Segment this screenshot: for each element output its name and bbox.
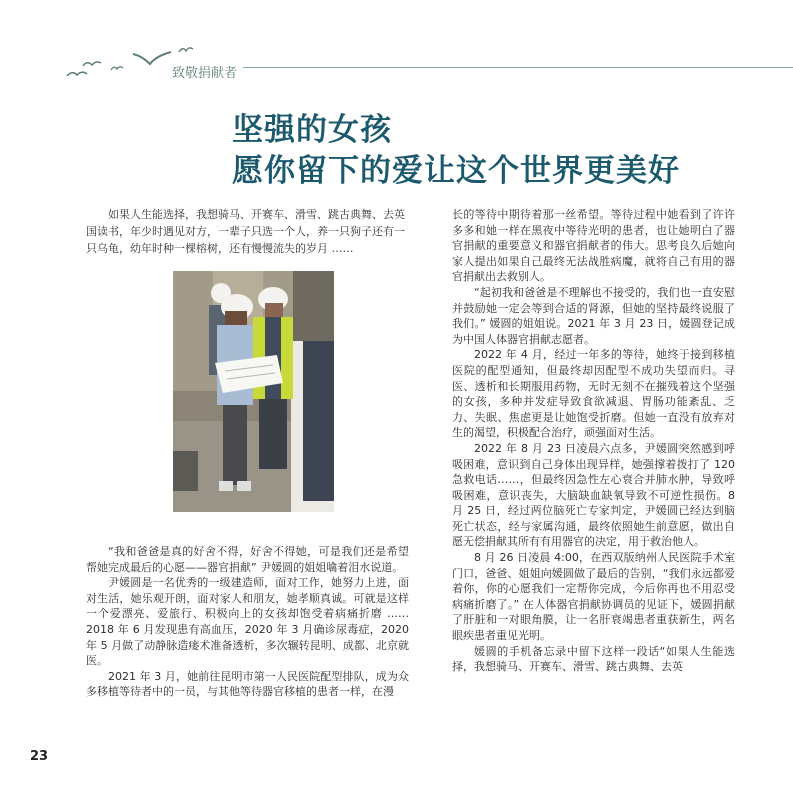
paragraph: 8 月 26 日凌晨 4:00，在西双版纳州人民医院手术室门口，爸爸、姐姐向媛圆做了最后的告别，“我们永远都爱着你，你的心愿我们一定帮你完成，今后你再也不用忍受病痛折磨了。” 在人体器官捐献协调员的见证下，媛圆捐献了肝脏和一对眼角膜，让一名肝衰竭患者重获新生，两名眼疾患者重见光明。: [452, 551, 735, 643]
paragraph: 媛圆的手机备忘录中留下这样一段话“如果人生能选择，我想骑马、开赛车、滑雪、跳古典舞、去英: [452, 644, 735, 674]
right-column-text: [452, 207, 735, 675]
article-title-line2: 愿你留下的爱让这个世界更美好: [232, 153, 680, 189]
seagull-icon: [110, 64, 124, 72]
seagull-icon: [66, 68, 88, 78]
seagull-icon: [132, 50, 172, 68]
paragraph: 尹媛圆是一名优秀的一级建造师，面对工作，她努力上进，面对生活，她乐观开朗，面对家人和朋友，她孝顺真诚。可就是这样一个爱漂亮、爱旅行、积极向上的女孩却饱受着病痛折磨 ……2018 年 6 月发现患有高血压，2020 年 3 月确诊尿毒症，2020 年 5 月做了动静脉造瘘术准备透析，多次辗转昆明、成都、北京就医。: [86, 576, 409, 668]
paragraph: “我和爸爸是真的好舍不得，好舍不得她，可是我们还是希望帮她完成最后的心愿——器官捐献” 尹媛圆的姐姐噙着泪水说道。: [86, 545, 409, 574]
section-label: 致敬捐献者: [172, 62, 243, 81]
intro-text: 如果人生能选择，我想骑马、开赛车、滑雪、跳古典舞、去英国读书，年少时遇见对方，一辈子只选一个人，养一只狗子还有一只乌龟，幼年时种一棵榕树，还有慢慢流失的岁月 ……: [86, 208, 405, 255]
paragraph: 2022 年 4 月，经过一年多的等待，她终于接到移植医院的配型通知，但最终却因配型不成功失望而归。寻医、透析和长期服用药物，无时无刻不在摧残着这个坚强的女孩，多种并发症导致食欲减退、胃肠功能紊乱、乏力、失眠、焦虑更是让她饱受折磨。但她一直没有放弃对生的渴望，积极配合治疗，顽强面对生活。: [452, 348, 735, 440]
page-number: 23: [30, 749, 49, 764]
seagull-icon: [82, 58, 102, 68]
paragraph: 长的等待中期待着那一丝希望。等待过程中她看到了许许多多和她一样在黑夜中等待光明的患者，也让她明白了器官捐献的重要意义和器官捐献者的伟大。思考良久后她向家人提出如果自己最终无法战胜病魔，就将自己有用的器官捐献出去救别人。: [452, 208, 735, 284]
seagull-icon: [178, 45, 194, 54]
header-rule: [172, 67, 793, 68]
paragraph: 2022 年 8 月 23 日凌晨六点多，尹媛圆突然感到呼吸困难，意识到自己身体出现异样，她强撑着拨打了 120 急救电话……，但最终因急性左心衰合并肺水肿，导致呼吸困难，意识丧失，大脑缺血缺氧导致不可逆性损伤。8 月 25 日，经过两位脑死亡专家判定，尹媛圆已经达到脑死亡状态，经与家属沟通，最终依照她生前意愿，做出自愿无偿捐献其所有有用器官的决定，用于救治他人。: [452, 441, 735, 549]
intro-quote: [86, 206, 410, 257]
left-column-text: [86, 544, 409, 700]
article-title-line1: 坚强的女孩: [232, 112, 392, 148]
paragraph: “起初我和爸爸是不理解也不接受的，我们也一直安慰并鼓励她一定会等到合适的肾源，但她的坚持最终说服了我们。” 媛圆的姐姐说。2021 年 3 月 23 日，媛圆登记成为中国人体器官捐献志愿者。: [452, 285, 735, 346]
paragraph: 2021 年 3 月，她前往昆明市第一人民医院配型排队，成为众多移植等待者中的一员，与其他等待器官移植的患者一样，在漫: [86, 669, 409, 699]
construction-site-photo: [173, 271, 334, 512]
